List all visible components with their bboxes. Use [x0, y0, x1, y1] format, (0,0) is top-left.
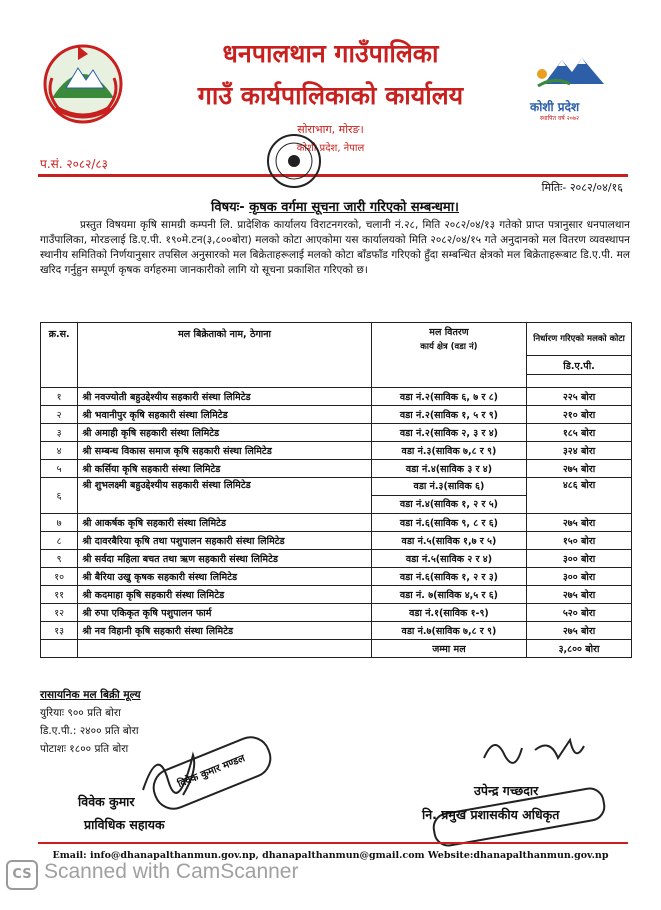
table-body — [41, 388, 632, 640]
table-row — [41, 442, 632, 460]
row-serial: ६ — [41, 478, 78, 514]
row-ward-line: वडा नं.४(साविक १, २ र ५) — [399, 499, 498, 510]
row-seller-name: श्री सम्बन्ध विकास समाज कृषि सहकारी संस्था लिमिटेड — [78, 442, 371, 460]
row-ward: वडा नं.६(साविक ९, ८ र ६) — [371, 514, 526, 532]
row-serial: १३ — [41, 622, 78, 640]
row-seller-name: श्री अमाही कृषि सहकारी संस्था लिमिटेड — [78, 424, 371, 442]
office-title: गाउँ कार्यपालिकाको कार्यालय — [197, 81, 464, 110]
address-line: सोराभाग, मोरङ। — [297, 123, 364, 136]
table-row — [41, 388, 632, 406]
table-header-row — [41, 323, 632, 356]
row-seller-name: श्री नवज्योती बहुउद्देश्यीय सहकारी संस्था लिमिटेड — [78, 388, 371, 406]
header-sn: क्र.स. — [41, 323, 78, 388]
table-row — [41, 568, 632, 586]
header-area-subtitle: कार्य क्षेत्र (वडा नं) — [420, 342, 478, 352]
table-row — [41, 586, 632, 604]
row-quantity: २७५ बोरा — [527, 622, 632, 640]
row-seller-name: श्री सर्वदा महिला बचत तथा ऋण सहकारी संस्था लिमिटेड — [78, 550, 371, 568]
row-serial: १२ — [41, 604, 78, 622]
price-dap: डि.ए.पी.: २४०० प्रति बोरा — [40, 725, 139, 737]
header-area-title: मल वितरण — [429, 327, 469, 338]
row-ward: वडा नं.२(साविक ६, ७ र ८) — [371, 388, 526, 406]
header-seller-name: मल बिक्रेताको नाम, ठेगाना — [78, 323, 371, 388]
row-quantity: १५० बोरा — [527, 532, 632, 550]
row-ward: वडा नं.२(साविक २, ३ र ४) — [371, 424, 526, 442]
fertilizer-prices — [40, 686, 141, 758]
footer-divider — [38, 842, 628, 844]
table-row — [41, 604, 632, 622]
koshi-logo-text: कोशी प्रदेश — [530, 100, 580, 114]
total-label: जम्मा मल — [371, 640, 526, 658]
subject-text: कृषक वर्गमा सूचना जारी गरिएको सम्बन्धमा। — [249, 200, 459, 215]
row-seller-name: श्री भवानीपुर कृषि सहकारी संस्था लिमिटेड — [78, 406, 371, 424]
price-urea: युरियाः ९०० प्रति बोरा — [40, 707, 121, 719]
row-seller-name: श्री शुभलक्ष्मी बहुउद्देश्यीय सहकारी संस्था लिमिटेड — [78, 478, 371, 514]
header-distribution-area — [371, 323, 526, 388]
row-quantity: २७५ बोरा — [527, 586, 632, 604]
row-quantity: २७५ बोरा — [527, 514, 632, 532]
row-seller-name: श्री दावरबैरिया कृषि तथा पशुपालन सहकारी संस्था लिमिटेड — [78, 532, 371, 550]
right-signatory-name: उपेन्द्र गच्छदार — [474, 783, 539, 798]
left-stamp-text: विवेक कुमार मण्डल — [176, 753, 247, 791]
distribution-table — [40, 322, 632, 658]
subject-label: विषयः- — [211, 200, 245, 215]
koshi-logo-subtext: स्थापित वर्ष २०७२ — [540, 115, 580, 122]
row-seller-name: श्री कर्सिया कृषि सहकारी संस्था लिमिटेड — [78, 460, 371, 478]
price-potash: पोटाशः १८०० प्रति बोरा — [40, 743, 129, 755]
row-ward: वडा नं.७(साविक ७,८ र ९) — [371, 622, 526, 640]
row-serial: ७ — [41, 514, 78, 532]
row-ward: वडा नं.५(साविक २ र ४) — [371, 550, 526, 568]
row-quantity: २२५ बोरा — [527, 388, 632, 406]
row-serial: ११ — [41, 586, 78, 604]
row-ward: वडा नं.३(साविक ७,८ र ९) — [371, 442, 526, 460]
province-line: कोशी प्रदेश, नेपाल — [296, 143, 365, 154]
row-ward: वडा नं.१(साविक १-९) — [371, 604, 526, 622]
header-divider — [38, 174, 628, 177]
table-row — [41, 478, 632, 514]
row-serial: १० — [41, 568, 78, 586]
right-signatory-title: नि. प्रमुख प्रशासकीय अधिकृत — [422, 807, 560, 822]
row-serial: ४ — [41, 442, 78, 460]
row-quantity: ५२० बोरा — [527, 604, 632, 622]
row-ward — [371, 478, 526, 514]
row-serial: ३ — [41, 424, 78, 442]
total-value: ३,८०० बोरा — [527, 640, 632, 658]
left-signatory-title: प्राविधिक सहायक — [84, 817, 165, 832]
row-quantity: ३०० बोरा — [527, 568, 632, 586]
table-row — [41, 514, 632, 532]
reference-number: प.सं. २०८२/८३ — [40, 157, 108, 171]
row-seller-name: श्री रुपा एकिकृत कृषि पशुपालन फार्म — [78, 604, 371, 622]
row-serial: १ — [41, 388, 78, 406]
row-seller-name: श्री कदमाहा कृषि सहकारी संस्था लिमिटेड — [78, 586, 371, 604]
subject-line — [40, 197, 630, 215]
row-ward: वडा नं.४(साविक ३ र ४) — [371, 460, 526, 478]
table-row — [41, 406, 632, 424]
row-ward: वडा नं.२(साविक १, ५ र ९) — [371, 406, 526, 424]
row-ward-line: वडा नं.३(साविक ६) — [372, 478, 526, 496]
camscanner-icon: CS — [6, 860, 38, 890]
row-quantity: १८५ बोरा — [527, 424, 632, 442]
table-row — [41, 532, 632, 550]
row-quantity: ३०० बोरा — [527, 550, 632, 568]
row-serial: २ — [41, 406, 78, 424]
letter-date: मितिः- २०८२/०४/१६ — [541, 181, 623, 194]
left-signatory-name: विवेक कुमार — [78, 794, 135, 809]
camscanner-text: Scanned with CamScanner — [44, 860, 299, 883]
table-row — [41, 622, 632, 640]
row-ward: वडा नं.६(साविक १, २ र ३) — [371, 568, 526, 586]
municipality-title: धनपालथान गाउँपालिका — [222, 39, 439, 68]
row-serial: ५ — [41, 460, 78, 478]
header-quota: निर्धारण गरिएको मलको कोटा — [527, 323, 632, 356]
table-row — [41, 460, 632, 478]
row-serial: ९ — [41, 550, 78, 568]
total-blank — [41, 640, 78, 658]
footer-contact: Email: info@dhanapalthanmun.gov.np, dhanapalthanmun@gmail.com Website:dhanapalthanmun.gov.np — [52, 850, 609, 861]
header-quota-dap: डि.ए.पी. — [527, 356, 632, 375]
row-serial: ८ — [41, 532, 78, 550]
table-total-row — [41, 640, 632, 658]
table-row — [41, 424, 632, 442]
row-seller-name: श्री नव विहानी कृषि सहकारी संस्था लिमिटेड — [78, 622, 371, 640]
office-round-stamp — [265, 132, 323, 190]
row-quantity: ४८६ बोरा — [527, 478, 632, 514]
camscanner-watermark — [4, 860, 424, 890]
row-quantity: २१० बोरा — [527, 406, 632, 424]
prices-heading: रासायनिक मल बिक्री मूल्य — [40, 689, 141, 701]
row-ward: वडा नं.५(साविक १,७ र ५) — [371, 532, 526, 550]
right-signature-scribble — [480, 728, 590, 778]
total-blank — [78, 640, 371, 658]
row-seller-name: श्री आकर्षक कृषि सहकारी संस्था लिमिटेड — [78, 514, 371, 532]
row-ward: वडा नं. ७(साविक ४,५ र ६) — [371, 586, 526, 604]
header-quota-blank — [527, 375, 632, 388]
table-row — [41, 550, 632, 568]
row-seller-name: श्री बैरिया उखु कृषक सहकारी संस्था लिमिटेड — [78, 568, 371, 586]
row-quantity: ३२४ बोरा — [527, 442, 632, 460]
row-quantity: २७५ बोरा — [527, 460, 632, 478]
notice-body: प्रस्तुत विषयमा कृषि सामग्री कम्पनी लि. प्रादेशिक कार्यालय विराटनगरको, चलानी नं.२८, मिति २०८२/०४/१३ गतेको प्राप्त पत्रानुसार धनपालथान गाउँपालिका, मोरङलाई डि.ए.पी. १९०मे.टन(३,८००बोरा) मलको कोटा आएकोमा यस कार्यालयको मिति २०८२/०४/१५ गते अनुदानको मल वितरण व्यवस्थापन स्थानीय समितिको निर्णयानुसार तपसिल अनुसारको मल बिक्रेताहरूलाई मलको कोटा बाँडफाँड गरिएको हुँदा सम्बन्धित क्षेत्रको मल बिक्रेताहरूबाट डि.ए.पी. मल खरिद गर्नुहुन सम्पूर्ण कृषक वर्गहरुमा जानकारीको लागि यो सूचना प्रकाशित गरिएको छ। — [40, 219, 630, 276]
